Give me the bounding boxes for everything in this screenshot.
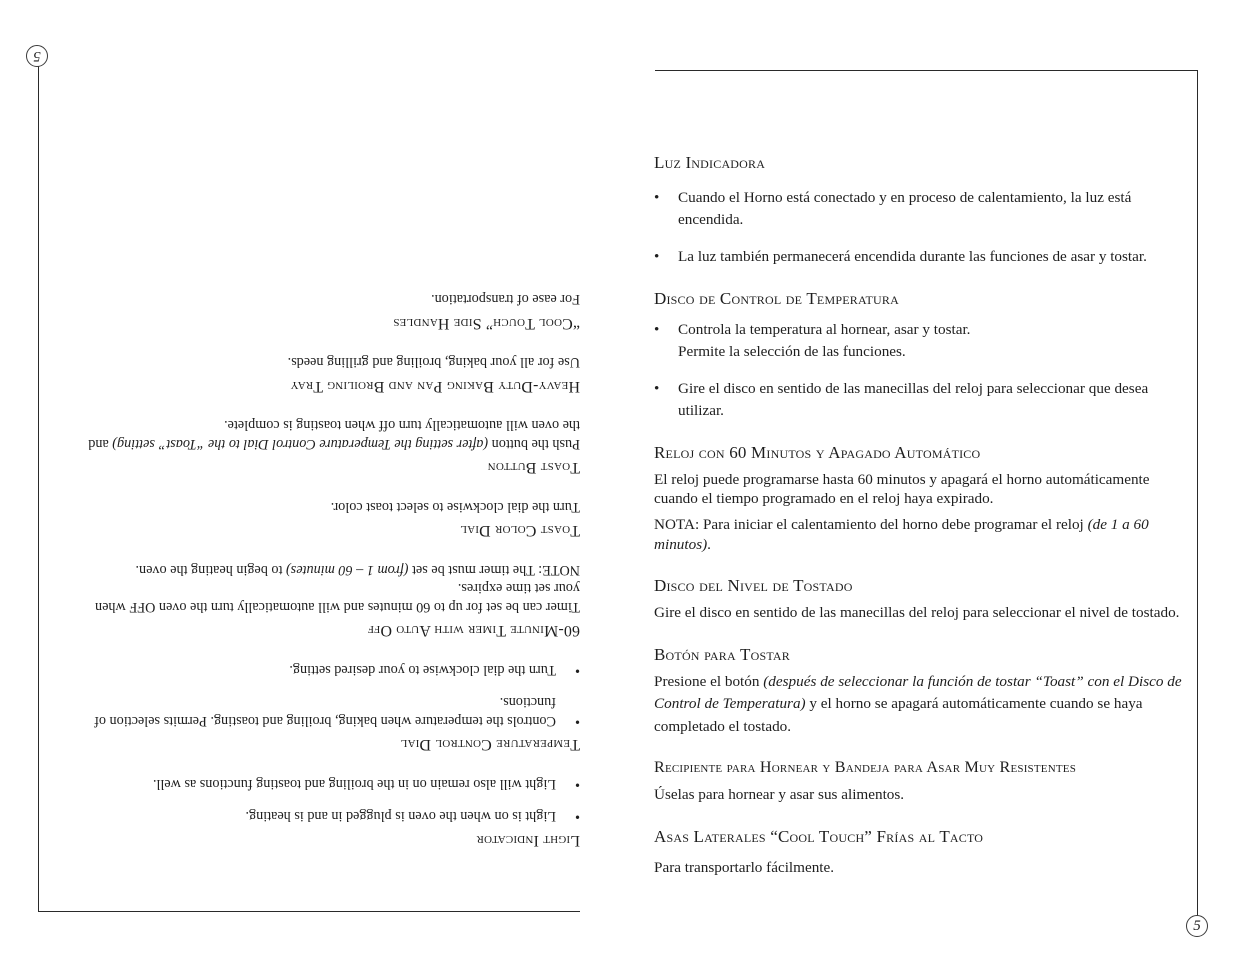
- luz-list: [654, 187, 1194, 268]
- toast-italic: (after setting the Temperature Control Dial to the “Toast” setting): [112, 435, 489, 452]
- recipiente-text: Úselas para hornear y asar sus alimentos.: [654, 785, 905, 803]
- side-handles-text: For ease of transportation.: [431, 290, 580, 307]
- list-item: [654, 319, 1194, 364]
- boton-text-1: Presione el botón: [654, 672, 764, 690]
- section-toast-color-dial: [70, 497, 580, 540]
- note-text-1: The timer must be set: [408, 561, 539, 578]
- nota-label: NOTA:: [654, 516, 700, 533]
- asas-text: Para transportarlo fácilmente.: [654, 858, 835, 876]
- reloj-note: [654, 515, 1194, 555]
- spanish-page: [654, 150, 1194, 897]
- baking-pan-text: Use for all your baking, broiling and grilling needs.: [287, 353, 580, 370]
- list-item: • Cuando el Horno está conectado y en proceso de calentamiento, la luz está encendida.: [654, 187, 1194, 232]
- heading-toast-color-dial: Toast Color Dial: [460, 522, 580, 540]
- section-luz-indicadora: [654, 150, 1194, 268]
- left-page-vertical-rule: [38, 66, 39, 912]
- bullet-line-1: Controla la temperatura al hornear, asar y tostar.: [678, 321, 971, 339]
- section-temperature-control-dial: [70, 660, 580, 754]
- heading-light-indicator: Light Indicator: [476, 832, 580, 849]
- section-side-handles: [70, 289, 580, 332]
- note-italic: (from 1 – 60 minutes): [286, 561, 409, 578]
- note-label: NOTE:: [538, 561, 580, 578]
- list-item: • Controls the temperature when baking, broiling and toasting. Permits selection of functions.: [70, 693, 580, 730]
- timer-text: Timer can be set for up to 60 minutes and will automatically turn the oven OFF when your set time expires.: [95, 580, 580, 615]
- page-number-right-text: 5: [1193, 917, 1201, 934]
- heading-disco-temperatura: Disco de Control de Temperatura: [654, 289, 899, 309]
- section-asas: [654, 824, 1194, 879]
- section-boton-tostar: [654, 642, 1194, 738]
- light-indicator-list: [70, 774, 580, 825]
- toast-color-text: Turn the dial clockwise to select toast color.: [330, 498, 580, 515]
- heading-toast-button: Toast Button: [487, 459, 580, 477]
- list-item: • Light will also remain on in the broiling and toasting functions as well.: [70, 774, 580, 792]
- right-page-vertical-rule: [1197, 70, 1198, 916]
- heading-side-handles: “Cool Touch” Side Handles: [393, 314, 580, 332]
- nota-text: Para iniciar el calentamiento del horno debe programar el reloj: [699, 516, 1088, 533]
- bullet-line-2: Permite la selección de las funciones.: [678, 343, 906, 361]
- heading-luz-indicadora: Luz Indicadora: [654, 153, 766, 172]
- section-timer: [70, 560, 580, 640]
- list-item: • Light is on when the oven is plugged in and is heating.: [70, 807, 580, 825]
- heading-reloj: Reloj con 60 Minutos y Apagado Automático: [654, 443, 981, 463]
- list-item: • Gire el disco en sentido de las manecillas del reloj para seleccionar que desea utilizar.: [654, 378, 1194, 423]
- boton-text: [654, 671, 1194, 738]
- list-item: • Turn the dial clockwise to your desired setting.: [70, 660, 580, 678]
- timer-note: [70, 560, 580, 578]
- page-number-left: [26, 45, 48, 67]
- toast-button-text: [70, 416, 580, 453]
- boton-text-2: y el horno se apagará automáticamente cuando se haya completado el tostado.: [654, 695, 1143, 735]
- section-recipiente: [654, 756, 1194, 806]
- reloj-text: El reloj puede programarse hasta 60 minutos y apagará el horno automáticamente cuando el tiempo programado en el reloj haya expirado.: [654, 470, 1150, 508]
- left-page-bottom-rule: [38, 911, 580, 912]
- section-disco-temperatura: [654, 286, 1194, 422]
- toast-text-1: Push the button: [488, 435, 580, 452]
- heading-disco-tostado: Disco del Nivel de Tostado: [654, 575, 853, 595]
- heading-temperature-control-dial: Temperature Control Dial: [400, 736, 580, 754]
- heading-recipiente: Recipiente para Hornear y Bandeja para Asar Muy Resistentes: [654, 758, 1077, 776]
- note-text-2: to begin heating the oven.: [135, 561, 287, 578]
- temperature-control-list: [70, 660, 580, 729]
- section-light-indicator: [70, 774, 580, 850]
- right-page-top-rule: [655, 70, 1197, 71]
- boton-italic: (después de seleccionar la función de tostar “Toast” con el Disco de Control de Temperatura): [654, 672, 1182, 713]
- section-disco-tostado: [654, 573, 1194, 624]
- heading-baking-pan: Heavy-Duty Baking Pan and Broiling Tray: [290, 377, 580, 395]
- toast-text-2: and the oven will automatically turn off when toasting is complete.: [88, 417, 580, 452]
- disco-temp-list: [654, 319, 1194, 422]
- nota-italic: (de 1 a 60 minutos): [654, 516, 1149, 553]
- heading-boton-tostar: Botón para Tostar: [654, 644, 790, 664]
- heading-asas: Asas Laterales “Cool Touch” Frías al Tacto: [654, 826, 984, 846]
- section-toast-button: [70, 416, 580, 478]
- english-page-rotated: [70, 110, 580, 850]
- disco-tostado-text: Gire el disco en sentido de las manecillas del reloj para seleccionar el nivel de tostado.: [654, 603, 1180, 621]
- page-number-right: [1186, 915, 1208, 937]
- list-item: • La luz también permanecerá encendida durante las funciones de asar y tostar.: [654, 246, 1194, 268]
- page-number-left-text: 5: [33, 48, 41, 65]
- section-baking-pan: [70, 353, 580, 396]
- section-reloj: [654, 440, 1194, 554]
- heading-timer: 60-Minute Timer with Auto Off: [367, 622, 580, 640]
- nota-end: .: [707, 535, 711, 553]
